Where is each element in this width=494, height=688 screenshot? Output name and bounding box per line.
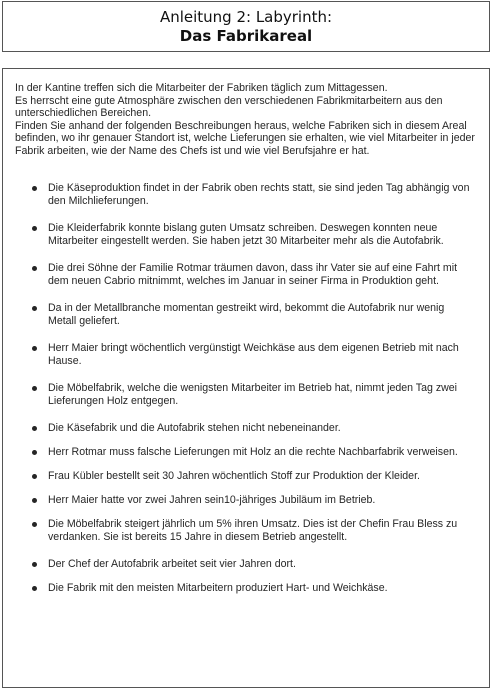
bullet-icon (32, 266, 37, 271)
clue-item (3, 342, 491, 367)
clue-text: Da in der Metallbranche momentan gestreikt wird, bekommt die Autofabrik nur wenig Metall geliefert. (48, 302, 445, 327)
bullet-icon (32, 306, 37, 311)
clue-text: Der Chef der Autofabrik arbeitet seit vier Jahren dort. (48, 558, 296, 570)
intro-paragraph: Es herrscht eine gute Atmosphäre zwischen den verschiedenen Fabrikmitarbeitern aus den unterschiedlichen Bereichen. (15, 94, 443, 120)
clue-text: Die Kleiderfabrik konnte bislang guten Umsatz schreiben. Deswegen konnten neue Mitarbeiter eingestellt werden. Sie haben jetzt 30 Mitarbeiter mehr als die Autofabrik. (48, 222, 444, 247)
clue-item (3, 262, 491, 287)
intro-text (15, 82, 483, 158)
bullet-icon (32, 346, 37, 351)
intro-paragraph: Finden Sie anhand der folgenden Beschreibungen heraus, welche Fabriken sich in diesem Areal befinden, wo ihr genauer Standort ist, welche Lieferungen sie erhalten, wie viel Mitarbeiter in jeder Fabrik arbeiten, wie der Name des Chefs ist und wie viel Berufsjahre er hat. (15, 119, 475, 157)
clue-item (3, 382, 491, 407)
clue-text: Die Möbelfabrik steigert jährlich um 5% ihren Umsatz. Dies ist der Chefin Frau Bless zu verdanken. Sie ist bereits 15 Jahre in diesem Betrieb angestellt. (48, 518, 458, 543)
clue-text: Herr Maier bringt wöchentlich vergünstigt Weichkäse aus dem eigenen Betrieb mit nach Hause. (48, 342, 459, 367)
clue-text: Die Käseproduktion findet in der Fabrik oben rechts statt, sie sind jeden Tag abhängig von den Milchlieferungen. (48, 182, 470, 207)
clue-item (3, 446, 491, 459)
content-box (2, 68, 490, 688)
page-title: Anleitung 2: Labyrinth: (159, 8, 333, 26)
bullet-icon (32, 562, 37, 567)
bullet-icon (32, 186, 37, 191)
clue-item (3, 470, 491, 483)
bullet-icon (32, 426, 37, 431)
intro-paragraph: In der Kantine treffen sich die Mitarbeiter der Fabriken täglich zum Mittagessen. (15, 82, 388, 94)
clue-text: Herr Maier hatte vor zwei Jahren sein10-jähriges Jubiläum im Betrieb. (48, 494, 376, 506)
clue-item (3, 494, 491, 507)
page-subtitle: Das Fabrikareal (179, 27, 313, 45)
bullet-icon (32, 586, 37, 591)
clue-text: Herr Rotmar muss falsche Lieferungen mit Holz an die rechte Nachbarfabrik verweisen. (48, 446, 458, 458)
bullet-icon (32, 498, 37, 503)
bullet-icon (32, 474, 37, 479)
bullet-icon (32, 386, 37, 391)
clue-text: Die drei Söhne der Familie Rotmar träumen davon, dass ihr Vater sie auf eine Fahrt mit dem neuen Cabrio mitnimmt, welches im Januar in seiner Firma in Produktion geht. (48, 262, 458, 287)
clue-text: Frau Kübler bestellt seit 30 Jahren wöchentlich Stoff zur Produktion der Kleider. (48, 470, 420, 482)
clue-text: Die Möbelfabrik, welche die wenigsten Mitarbeiter im Betrieb hat, nimmt jeden Tag zwei Lieferungen Holz entgegen. (48, 382, 458, 407)
clue-item (3, 558, 491, 571)
bullet-icon (32, 226, 37, 231)
bullet-icon (32, 450, 37, 455)
clue-item (3, 582, 491, 595)
title-box (2, 1, 490, 52)
bullet-icon (32, 522, 37, 527)
clue-item (3, 302, 491, 327)
clue-text: Die Fabrik mit den meisten Mitarbeitern produziert Hart- und Weichkäse. (48, 582, 388, 594)
clue-item (3, 422, 491, 435)
clue-item (3, 182, 491, 207)
clue-text: Die Käsefabrik und die Autofabrik stehen nicht nebeneinander. (48, 422, 341, 434)
clue-item (3, 518, 491, 543)
clue-item (3, 222, 491, 247)
